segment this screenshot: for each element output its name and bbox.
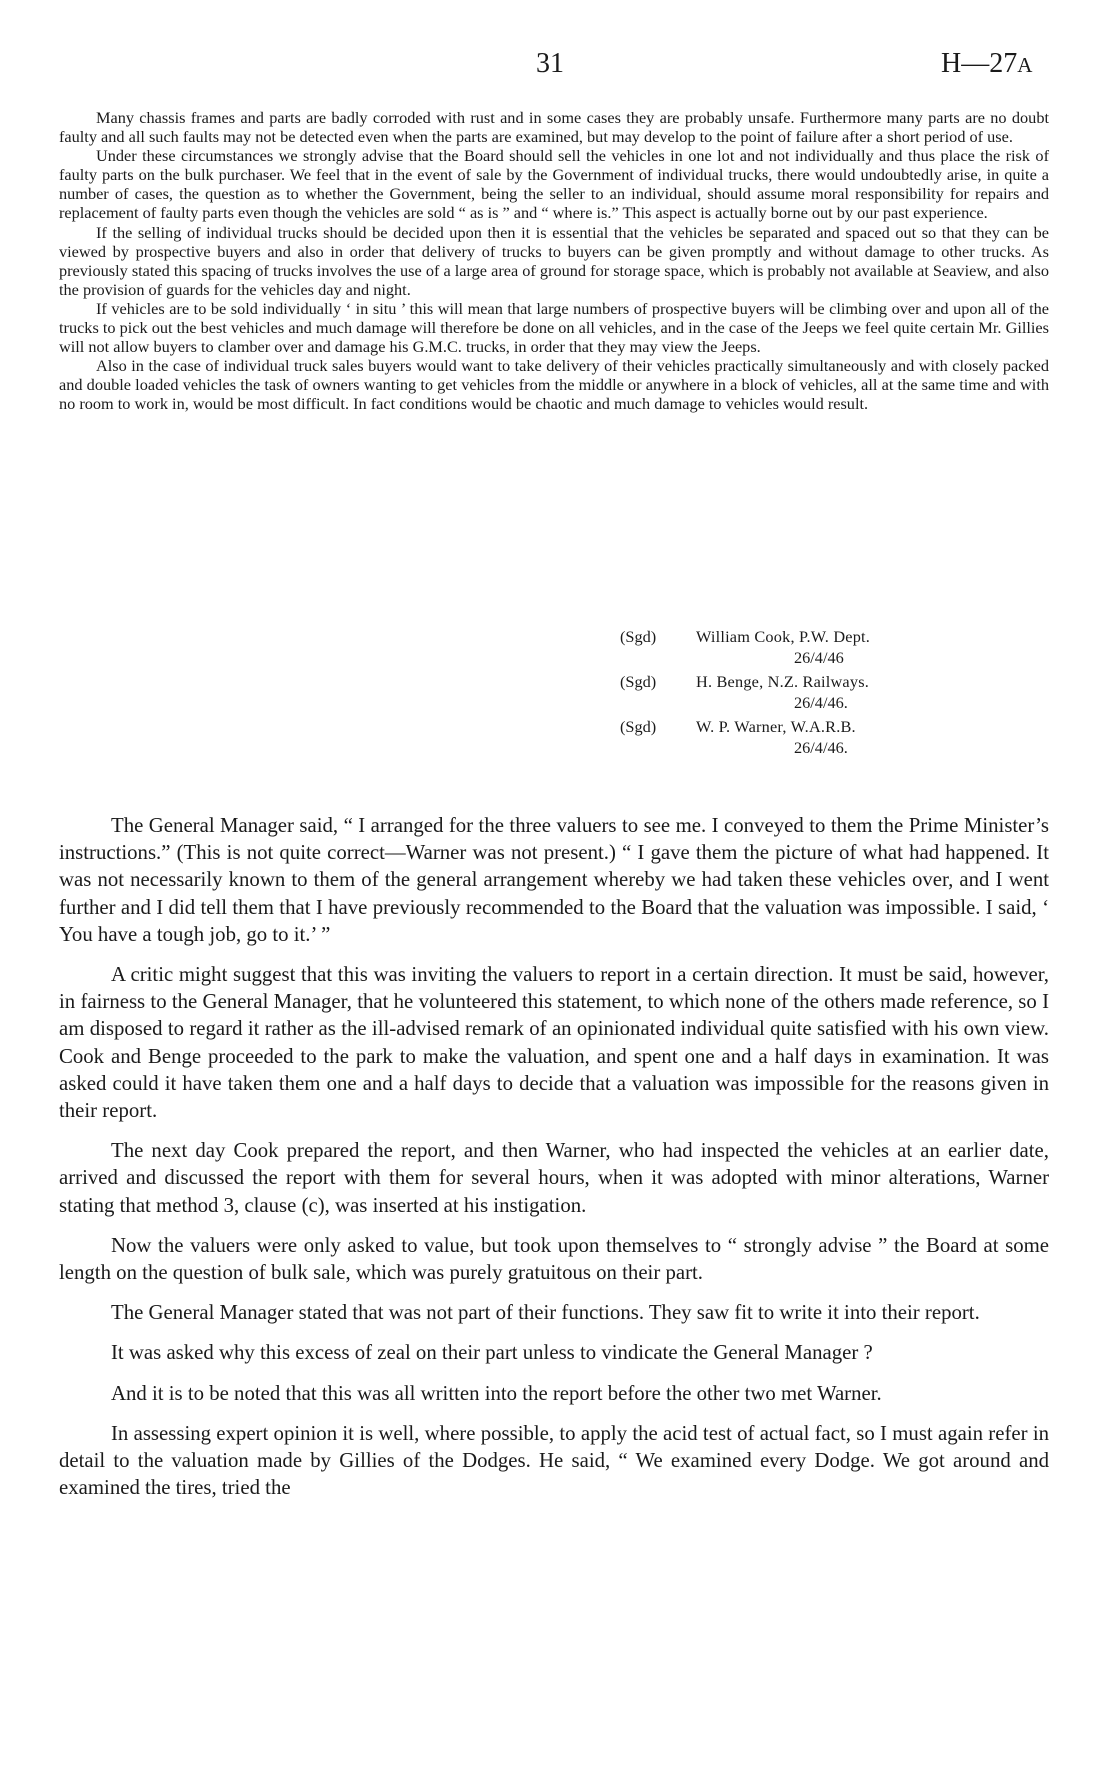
document-reference-suffix: A — [1017, 53, 1033, 77]
body-paragraph: The General Manager stated that was not part of their functions. They saw fit to write it into their report. — [111, 1301, 980, 1325]
report-paragraph: Many chassis frames and parts are badly corroded with rust and in some cases they are probably unsafe. Furthermore many parts are no doubt faulty and all such faults may not be detected even when the parts are examined, but may develop to the point of failure after a short period of use. — [59, 108, 1049, 147]
document-reference — [941, 48, 1032, 80]
body-paragraph: Now the valuers were only asked to value, but took upon themselves to “ strongly advise ” the Board at some length on the question of bulk sale, which was purely gratuitous on their part. — [59, 1233, 1049, 1285]
signature-entry — [620, 627, 1040, 668]
body-paragraph: It was asked why this excess of zeal on their part unless to vindicate the General Manager ? — [111, 1341, 873, 1365]
signed-marker: (Sgd) — [620, 672, 657, 691]
body-paragraph: And it is to be noted that this was all written into the report before the other two met Warner. — [111, 1381, 882, 1405]
signature-entry — [620, 717, 1040, 758]
signature-date: 26/4/46. — [794, 737, 848, 757]
main-body-text — [59, 812, 1049, 1514]
report-paragraph: If the selling of individual trucks should be decided upon then it is essential that the vehicles be separated and spaced out so that they can be viewed by prospective buyers and also in order that delivery of trucks to buyers can be given promptly and without damage to other trucks. As previously stated this spacing of trucks involves the use of a large area of ground for storage space, which is probably not available at Seaview, and also the provision of guards for the vehicles day and night. — [59, 222, 1049, 299]
body-paragraph: The next day Cook prepared the report, and then Warner, who had inspected the vehicles at an earlier date, arrived and discussed the report with them for several hours, when it was adopted with minor alterations, Warner stating that method 3, clause (c), was inserted at his instigation. — [59, 1139, 1049, 1217]
page-header — [0, 48, 1114, 88]
body-paragraph: The General Manager said, “ I arranged for the three valuers to see me. I conveyed to them the Prime Minister’s instructions.” (This is not quite correct—Warner was not present.) “ I gave them the picture of what had happened. It was not necessarily known to them of the general arrangement whereby we had taken these vehicles over, and I went further and I did tell them that I have previously recommended to the Board that the valuation was impossible. I said, ‘ You have a tough job, go to it.’ ” — [59, 814, 1049, 946]
body-paragraph: In assessing expert opinion it is well, where possible, to apply the acid test of actual fact, so I must again refer in detail to the valuation made by Gillies of the Dodges. He said, “ We examined every Dodge. We got around and examined the tires, tried the — [59, 1421, 1049, 1500]
signed-marker: (Sgd) — [620, 627, 657, 646]
signature-entry — [620, 672, 1040, 713]
signatory-name: W. P. Warner, W.A.R.B. — [696, 717, 856, 736]
quoted-report-text — [59, 108, 1049, 414]
document-reference-main: H—27 — [941, 48, 1018, 79]
signed-marker: (Sgd) — [620, 717, 657, 736]
page-number: 31 — [536, 48, 564, 79]
signature-date: 26/4/46 — [794, 647, 844, 667]
body-paragraph: A critic might suggest that this was inviting the valuers to report in a certain direction. It must be said, however, in fairness to the General Manager, that he volunteered this statement, to which none of the others made reference, so I am disposed to regard it rather as the ill-advised remark of an opinionated individual quite satisfied with his own view. Cook and Benge proceeded to the park to make the valuation, and spent one and a half days in examination. It was asked could it have taken them one and a half days to decide that a valuation was impossible for the reasons given in their report. — [59, 963, 1049, 1123]
report-paragraph: Also in the case of individual truck sales buyers would want to take delivery of their vehicles practically simultaneously and with closely packed and double loaded vehicles the task of owners wanting to get vehicles from the middle or anywhere in a block of vehicles, all at the same time and with no room to work in, would be most difficult. In fact conditions would be chaotic and much damage to vehicles would result. — [59, 356, 1049, 414]
signatory-name: H. Benge, N.Z. Railways. — [696, 672, 870, 691]
signature-date: 26/4/46. — [794, 692, 848, 712]
report-paragraph: Under these circumstances we strongly advise that the Board should sell the vehicles in one lot and not individually and thus place the risk of faulty parts on the bulk purchaser. We feel that in the event of sale by the Government of individual trucks, there would undoubtedly arise, in quite a number of cases, the question as to whether the Government, being the seller to an individual, should assume moral responsibility for repairs and replacement of faulty parts even though the vehicles are sold “ as is ” and “ where is.” This aspect is actually borne out by our past experience. — [59, 146, 1049, 223]
signature-block — [620, 627, 1040, 762]
signatory-name: William Cook, P.W. Dept. — [696, 627, 871, 646]
report-paragraph: If vehicles are to be sold individually ‘ in situ ’ this will mean that large numbers of prospective buyers will be climbing over and upon all of the trucks to pick out the best vehicles and much damage will therefore be done on all vehicles, and in the case of the Jeeps we feel quite certain Mr. Gillies will not allow buyers to clamber over and damage his G.M.C. trucks, in order that they may view the Jeeps. — [59, 298, 1049, 357]
